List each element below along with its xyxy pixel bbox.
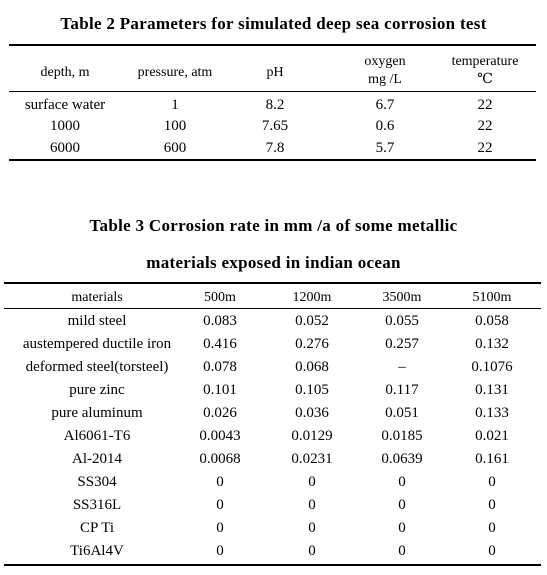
table2-cell: surface water (24, 97, 106, 113)
table3-rate-cell: 0.026 (203, 405, 237, 421)
table3-material-name: pure aluminum (51, 405, 143, 421)
table3-rate-cell: – (398, 359, 406, 375)
table3-rate-cell: 0.276 (295, 336, 329, 352)
table3-material-name: CP Ti (79, 520, 115, 536)
table3-rate-cell: 0.0043 (199, 428, 241, 444)
table3-rate-cell: 0.0185 (381, 428, 423, 444)
table3-rate-cell: 0 (216, 474, 224, 490)
table2-header-temperature: temperature (451, 54, 519, 69)
table3-material-name: Al6061-T6 (63, 428, 131, 444)
table3-rate-cell: 0 (216, 520, 224, 536)
table3-material-name: pure zinc (69, 382, 125, 398)
table3-header-3500m: 3500m (382, 290, 422, 305)
table2-cell: 0.6 (375, 118, 395, 134)
table2-cell: 6000 (50, 140, 80, 156)
table3-header-500m: 500m (204, 290, 236, 305)
table3-rate-cell: 0.416 (203, 336, 237, 352)
table3-rate-cell: 0.0231 (291, 451, 333, 467)
table2-header-ph: pH (266, 65, 284, 80)
table3-rate-cell: 0.0639 (381, 451, 423, 467)
table3-rate-cell: 0 (216, 497, 224, 513)
table2-top-rule (9, 44, 536, 46)
table3-rate-cell: 0.021 (475, 428, 509, 444)
table2-cell: 5.7 (375, 140, 395, 156)
table3-header-rule (4, 308, 541, 309)
table2-cell: 100 (163, 118, 187, 134)
table3-rate-cell: 0 (488, 474, 496, 490)
table3-rate-cell: 0.105 (295, 382, 329, 398)
table3-rate-cell: 0.161 (475, 451, 509, 467)
table2-cell: 7.8 (265, 140, 285, 156)
table3-header-materials: materials (71, 290, 123, 305)
table3-rate-cell: 0 (488, 497, 496, 513)
table3-material-name: SS304 (77, 474, 117, 490)
table3-rate-cell: 0.131 (475, 382, 509, 398)
table3-rate-cell: 0.036 (295, 405, 329, 421)
table2-cell: 1 (171, 97, 179, 113)
table2-header-temperature-unit: ℃ (477, 72, 493, 87)
table3-rate-cell: 0.051 (385, 405, 419, 421)
table3-rate-cell: 0.101 (203, 382, 237, 398)
table3-rate-cell: 0 (398, 474, 406, 490)
table3-rate-cell: 0.068 (295, 359, 329, 375)
table2-header-oxygen: oxygen (364, 54, 406, 69)
table2-cell: 600 (163, 140, 187, 156)
table2-cell: 22 (477, 140, 493, 156)
table3-material-name: austempered ductile iron (22, 336, 172, 352)
table2-cell: 1000 (50, 118, 80, 134)
table3-rate-cell: 0 (308, 543, 316, 559)
table2-header-depth: depth, m (40, 65, 90, 80)
table3-rate-cell: 0 (308, 474, 316, 490)
table2-cell: 6.7 (375, 97, 395, 113)
table3-bottom-rule (4, 564, 541, 566)
table2-header-pressure: pressure, atm (137, 65, 213, 80)
table3-subtitle: materials exposed in indian ocean (146, 253, 401, 272)
table3-rate-cell: 0.058 (475, 313, 509, 329)
table2-header-oxygen-unit: mg /L (368, 72, 402, 87)
table2-cell: 22 (477, 97, 493, 113)
table3-rate-cell: 0 (488, 520, 496, 536)
table3-rate-cell: 0.1076 (471, 359, 513, 375)
table2-header-rule (9, 91, 536, 92)
table3-rate-cell: 0 (308, 520, 316, 536)
table3-title: Table 3 Corrosion rate in mm /a of some metallic (89, 216, 458, 235)
table3-rate-cell: 0.055 (385, 313, 419, 329)
table3-rate-cell: 0.052 (295, 313, 329, 329)
table3-rate-cell: 0 (398, 520, 406, 536)
table2-cell: 22 (477, 118, 493, 134)
table3-rate-cell: 0 (398, 543, 406, 559)
table3-rate-cell: 0 (216, 543, 224, 559)
table3-material-name: Ti6Al4V (70, 543, 124, 559)
table3-material-name: mild steel (67, 313, 127, 329)
table3-rate-cell: 0.0068 (199, 451, 241, 467)
table3-rate-cell: 0.133 (475, 405, 509, 421)
table3-rate-cell: 0 (488, 543, 496, 559)
table3-rate-cell: 0 (308, 497, 316, 513)
table3-material-name: deformed steel(torsteel) (25, 359, 169, 375)
table3-top-rule (4, 282, 541, 284)
table3-rate-cell: 0.132 (475, 336, 509, 352)
table2-cell: 7.65 (261, 118, 289, 134)
table3-rate-cell: 0.257 (385, 336, 419, 352)
table3-header-5100m: 5100m (472, 290, 512, 305)
table3-material-name: Al-2014 (72, 451, 122, 467)
table2-title: Table 2 Parameters for simulated deep sea corrosion test (60, 14, 487, 33)
table3-material-name: SS316L (72, 497, 122, 513)
table3-rate-cell: 0.0129 (291, 428, 333, 444)
table3-rate-cell: 0.078 (203, 359, 237, 375)
table2-cell: 8.2 (265, 97, 285, 113)
table3-rate-cell: 0.083 (203, 313, 237, 329)
table3-header-1200m: 1200m (292, 290, 332, 305)
table2-bottom-rule (9, 159, 536, 161)
table3-rate-cell: 0 (398, 497, 406, 513)
table3-rate-cell: 0.117 (385, 382, 419, 398)
